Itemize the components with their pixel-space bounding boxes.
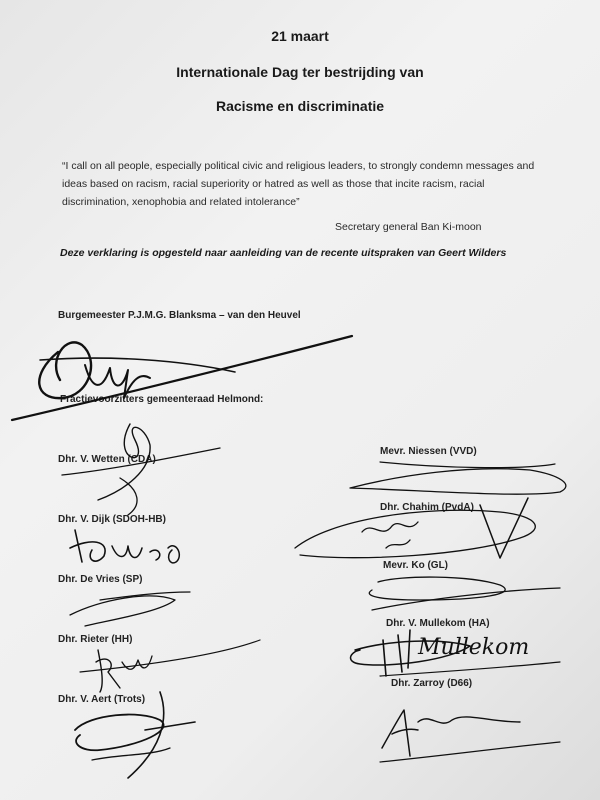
signatory-label-ko: Mevr. Ko (GL) (383, 560, 449, 571)
signature-rieter (80, 640, 260, 692)
signature-mayor (12, 336, 352, 420)
document-date: 21 maart (271, 28, 329, 44)
signature-dijk (70, 530, 179, 563)
statement-note: Deze verklaring is opgesteld naar aanleiding van de recente uitspraken van Geert Wilders (60, 247, 507, 259)
signatory-label-de-vries: Dhr. De Vries (SP) (58, 574, 143, 585)
quote-attribution: Secretary general Ban Ki-moon (335, 221, 482, 233)
quote-line-1: “I call on all people, especially political civic and religious leaders, to strongly condemn messages and (62, 160, 535, 172)
quote-line-2: ideas based on racism, racial superiority or hatred as well as those that incite racism, racial (62, 178, 485, 190)
signature-mullekom-text: Mullekom (418, 635, 530, 660)
document-title-line-1: Internationale Dag ter bestrijding van (176, 64, 424, 80)
quote-line-3: discrimination, xenophobia and related intolerance” (62, 196, 300, 208)
signature-niessen (350, 462, 566, 494)
document-title-line-2: Racisme en discriminatie (215, 98, 385, 114)
signatory-label-mullekom: Dhr. V. Mullekom (HA) (386, 618, 490, 629)
signatory-label-dijk: Dhr. V. Dijk (SDOH-HB) (58, 514, 166, 525)
signature-zarroy (380, 710, 560, 762)
signatory-label-zarroy: Dhr. Zarroy (D66) (391, 678, 473, 689)
signatory-label-niessen: Mevr. Niessen (VVD) (380, 446, 477, 457)
signature-de-vries (70, 592, 190, 626)
signatory-label-rieter: Dhr. Rieter (HH) (58, 634, 133, 645)
signature-wetten (62, 424, 220, 515)
signature-mullekom (351, 630, 560, 676)
signatory-label-chahim: Dhr. Chahim (PvdA) (380, 502, 474, 513)
faction-heading: Fractievoorzitters gemeenteraad Helmond: (60, 394, 264, 405)
signatory-label-v-aert: Dhr. V. Aert (Trots) (58, 694, 146, 705)
signature-ko (369, 577, 560, 610)
mayor-label: Burgemeester P.J.M.G. Blanksma – van den Heuvel (58, 310, 301, 321)
signatory-label-wetten: Dhr. V. Wetten (CDA) (58, 454, 156, 465)
